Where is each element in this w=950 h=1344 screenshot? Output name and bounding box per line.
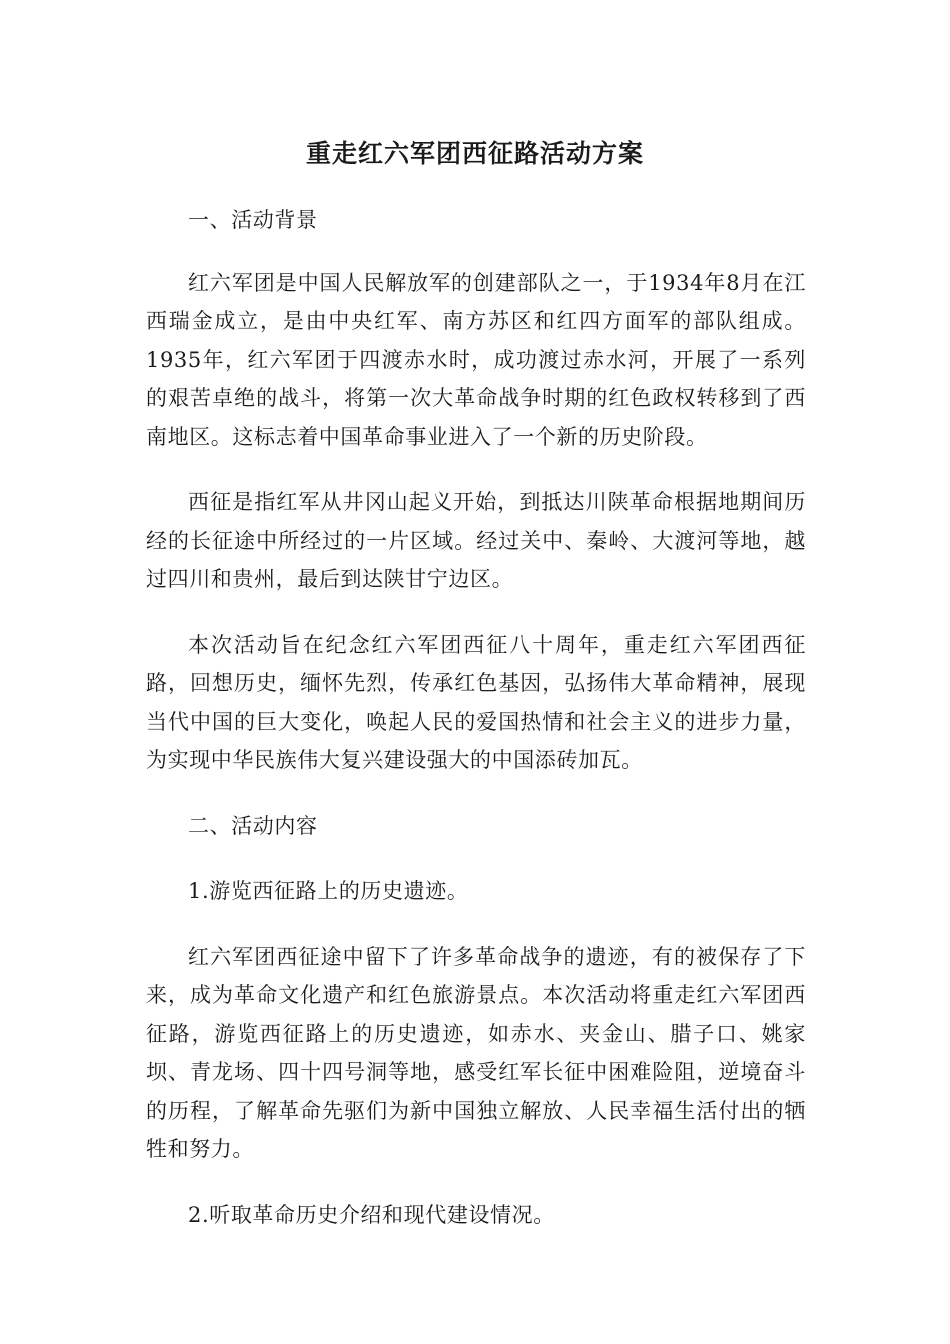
paragraph-westward-march: 西征是指红军从井冈山起义开始，到抵达川陕革命根据地期间历经的长征途中所经过的一片区域。经过关中、秦岭、大渡河等地，越过四川和贵州，最后到达陕甘宁边区。	[146, 490, 806, 591]
document-title: 重走红六军团西征路活动方案	[305, 139, 644, 168]
document-body	[146, 201, 806, 1234]
paragraph-history: 红六军团是中国人民解放军的创建部队之一，于1934年8月在江西瑞金成立，是由中央红军、南方苏区和红四方面军的部队组成。1935年，红六军团于四渡赤水时，成功渡过赤水河，开展了一系列的艰苦卓绝的战斗，将第一次大革命战争时期的红色政权转移到了西南地区。这标志着中国革命事业进入了一个新的历史阶段。	[146, 270, 806, 449]
section-heading-content: 二、活动内容	[188, 813, 318, 838]
paragraph-purpose: 本次活动旨在纪念红六军团西征八十周年，重走红六军团西征路，回想历史，缅怀先烈，传承红色基因，弘扬伟大革命精神，展现当代中国的巨大变化，唤起人民的爱国热情和社会主义的进步力量，为实现中华民族伟大复兴建设强大的中国添砖加瓦。	[146, 632, 806, 772]
paragraph-sites: 红六军团西征途中留下了许多革命战争的遗迹，有的被保存了下来，成为革命文化遗产和红色旅游景点。本次活动将重走红六军团西征路，游览西征路上的历史遗迹，如赤水、夹金山、腊子口、姚家坝、青龙场、四十四号洞等地，感受红军长征中困难险阻，逆境奋斗的历程，了解革命先驱们为新中国独立解放、人民幸福生活付出的牺牲和努力。	[146, 944, 806, 1161]
item-heading-lectures: 2.听取革命历史介绍和现代建设情况。	[188, 1202, 555, 1227]
section-heading-background: 一、活动背景	[188, 208, 318, 232]
item-heading-sites: 1.游览西征路上的历史遗迹。	[188, 879, 469, 903]
